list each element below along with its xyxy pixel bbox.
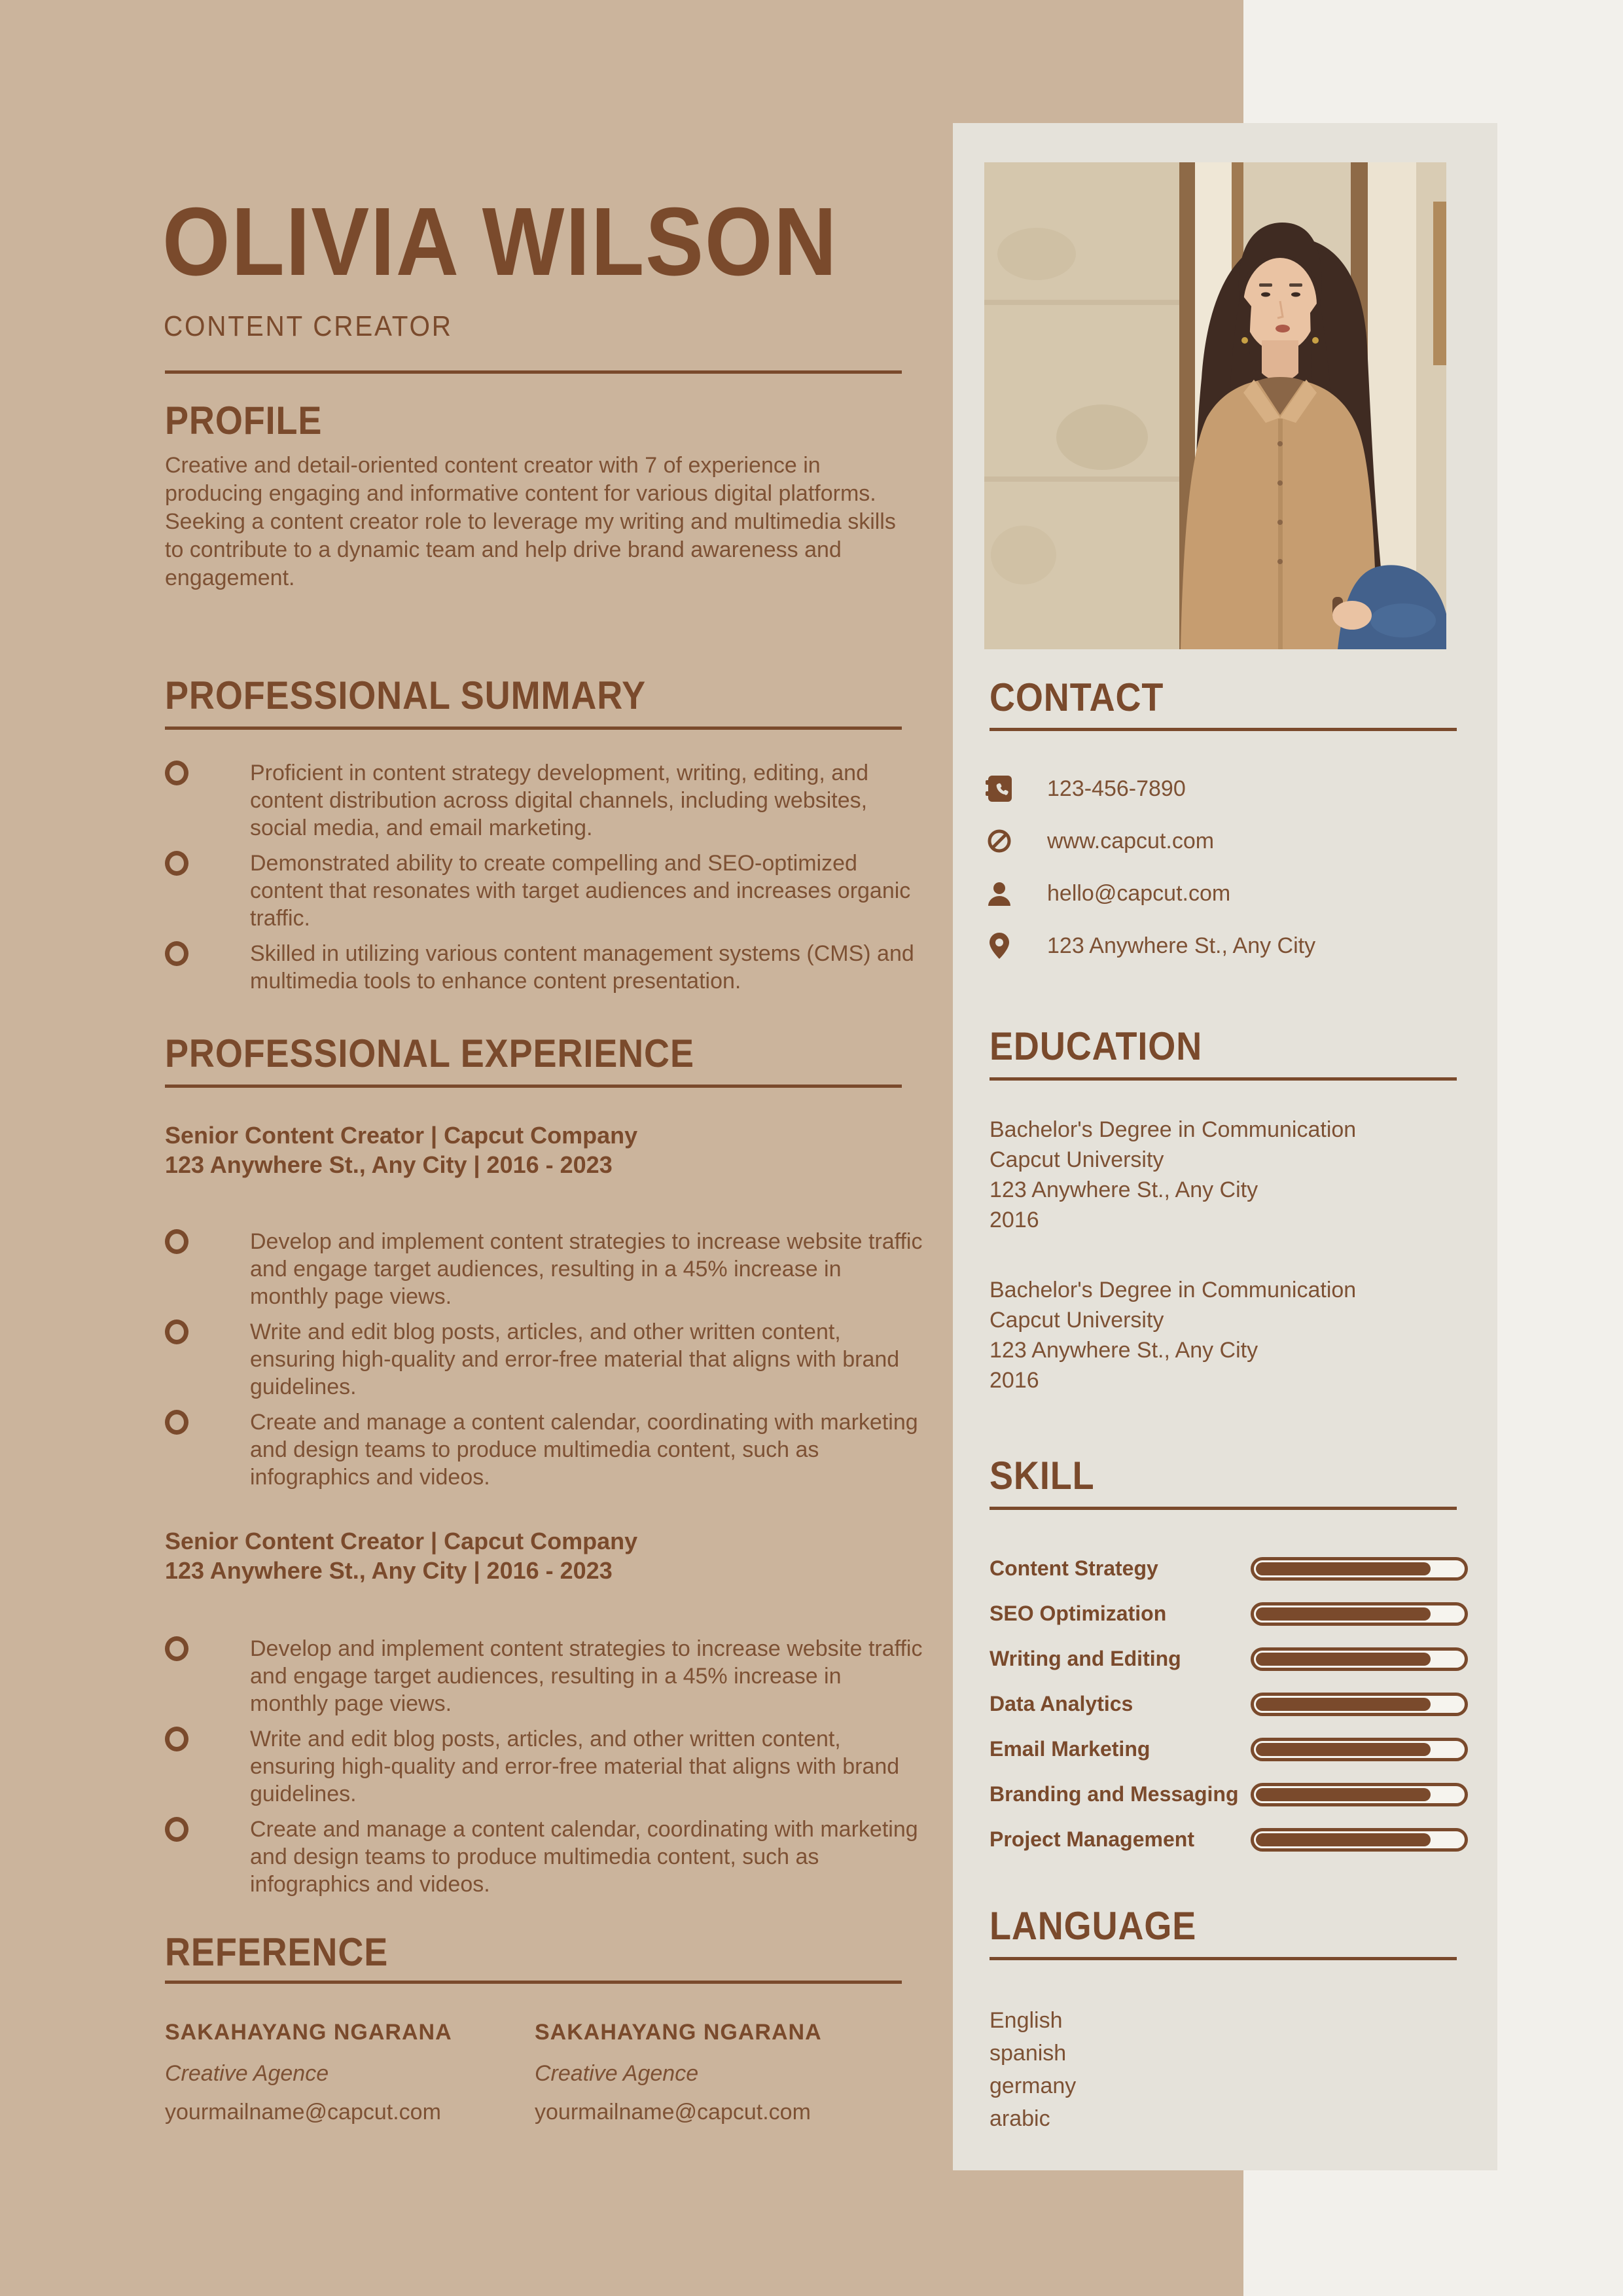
job-title-dates: 123 Anywhere St., Any City | 2016 - 2023 bbox=[165, 1557, 613, 1584]
location-icon bbox=[984, 931, 1014, 961]
list-item bbox=[165, 1228, 927, 1310]
reference-company: Creative Agence bbox=[535, 2061, 699, 2086]
list-item-text: Demonstrated ability to create compelling and SEO-optimized content that resonates with target audiences and increases organic traffic. bbox=[250, 851, 911, 931]
skill-bar bbox=[1251, 1557, 1468, 1581]
reference-name: SAKAHAYANG NGARANA bbox=[165, 2020, 452, 2045]
divider bbox=[165, 726, 902, 730]
skill-label: Data Analytics bbox=[990, 1692, 1133, 1715]
contact-list bbox=[984, 762, 1315, 972]
profile-heading: PROFILE bbox=[165, 399, 323, 442]
skill-label: Project Management bbox=[990, 1827, 1194, 1851]
reference-email: yourmailname@capcut.com bbox=[165, 2100, 441, 2125]
summary-list bbox=[165, 759, 927, 1003]
summary-heading: PROFESSIONAL SUMMARY bbox=[165, 673, 647, 717]
education-school: Capcut University bbox=[990, 1308, 1164, 1333]
skill-label: Branding and Messaging bbox=[990, 1782, 1239, 1806]
job-title bbox=[165, 1121, 637, 1179]
language-item: germany bbox=[990, 2073, 1077, 2098]
contact-row-phone bbox=[984, 762, 1315, 815]
skill-label: Email Marketing bbox=[990, 1737, 1150, 1761]
language-item: English bbox=[990, 2008, 1063, 2033]
contact-row-email bbox=[984, 867, 1315, 920]
job-bullet-list bbox=[165, 1635, 927, 1906]
divider bbox=[990, 1957, 1457, 1960]
skill-row bbox=[990, 1817, 1468, 1862]
job-title bbox=[165, 1526, 637, 1585]
contact-row-website bbox=[984, 815, 1315, 867]
skill-bar-fill bbox=[1256, 1743, 1431, 1756]
profile-text: Creative and detail-oriented content creator with 7 of experience in producing engaging and informative content for various digital platforms. Seeking a content creator role to leverage my writing and multimedia skills to contribute to a dynamic team and help drive brand awareness and engagement. bbox=[165, 453, 896, 590]
contact-row-address bbox=[984, 920, 1315, 972]
education-year: 2016 bbox=[990, 1368, 1039, 1393]
education-degree: Bachelor's Degree in Communication bbox=[990, 1117, 1357, 1142]
skill-row bbox=[990, 1772, 1468, 1817]
skill-row bbox=[990, 1546, 1468, 1591]
list-item bbox=[165, 759, 927, 842]
circle-bullet-icon bbox=[165, 851, 188, 876]
list-item-text: Develop and implement content strategies to increase website traffic and engage target audiences, resulting in a 45% increase in monthly page views. bbox=[250, 1229, 923, 1309]
reference-list bbox=[165, 2020, 904, 2125]
list-item-text: Skilled in utilizing various content management systems (CMS) and multimedia tools to enhance content presentation. bbox=[250, 941, 914, 994]
divider bbox=[165, 370, 902, 374]
skill-heading: SKILL bbox=[990, 1454, 1095, 1498]
skill-list bbox=[990, 1546, 1468, 1862]
list-item-text: Develop and implement content strategies to increase website traffic and engage target audiences, resulting in a 45% increase in monthly page views. bbox=[250, 1636, 923, 1716]
circle-bullet-icon bbox=[165, 1817, 188, 1842]
language-heading: LANGUAGE bbox=[990, 1904, 1197, 1948]
circle-bullet-icon bbox=[165, 1636, 188, 1661]
education-heading: EDUCATION bbox=[990, 1024, 1203, 1068]
list-item-text: Proficient in content strategy development, writing, editing, and content distribution across digital channels, including websites, social media, and email marketing. bbox=[250, 761, 868, 840]
skill-bar bbox=[1251, 1693, 1468, 1716]
skill-row bbox=[990, 1727, 1468, 1772]
list-item bbox=[165, 940, 927, 995]
contact-email: hello@capcut.com bbox=[1047, 880, 1231, 906]
job-title-role: Senior Content Creator | Capcut Company bbox=[165, 1528, 638, 1554]
job-subtitle: CONTENT CREATOR bbox=[164, 310, 453, 342]
contact-website: www.capcut.com bbox=[1047, 828, 1215, 853]
list-item bbox=[165, 1725, 927, 1808]
skill-bar-fill bbox=[1256, 1653, 1431, 1666]
person-icon bbox=[984, 878, 1014, 908]
list-item-text: Create and manage a content calendar, coordinating with marketing and design teams to produce multimedia content, such as infographics and videos. bbox=[250, 1410, 918, 1490]
divider bbox=[165, 1981, 902, 1984]
skill-bar-fill bbox=[1256, 1788, 1431, 1801]
language-list bbox=[990, 2004, 1076, 2135]
divider bbox=[990, 1507, 1457, 1510]
link-icon bbox=[984, 826, 1014, 856]
divider bbox=[990, 1077, 1457, 1081]
reference-email: yourmailname@capcut.com bbox=[535, 2100, 811, 2125]
divider bbox=[990, 728, 1457, 731]
skill-bar bbox=[1251, 1828, 1468, 1852]
education-entry bbox=[990, 1275, 1461, 1395]
job-bullet-list bbox=[165, 1228, 927, 1499]
reference-name: SAKAHAYANG NGARANA bbox=[535, 2020, 822, 2045]
skill-bar-fill bbox=[1256, 1607, 1431, 1621]
reference-entry bbox=[535, 2020, 904, 2125]
skill-bar-fill bbox=[1256, 1698, 1431, 1711]
reference-entry bbox=[165, 2020, 535, 2125]
phone-icon bbox=[984, 774, 1014, 804]
contact-phone: 123-456-7890 bbox=[1047, 776, 1186, 801]
skill-row bbox=[990, 1681, 1468, 1727]
list-item bbox=[165, 1408, 927, 1491]
circle-bullet-icon bbox=[165, 1319, 188, 1344]
list-item bbox=[165, 1816, 927, 1898]
skill-label: Content Strategy bbox=[990, 1556, 1158, 1580]
circle-bullet-icon bbox=[165, 941, 188, 966]
education-degree: Bachelor's Degree in Communication bbox=[990, 1278, 1357, 1302]
education-year: 2016 bbox=[990, 1208, 1039, 1232]
education-address: 123 Anywhere St., Any City bbox=[990, 1338, 1258, 1363]
language-item: spanish bbox=[990, 2041, 1067, 2066]
skill-bar bbox=[1251, 1602, 1468, 1626]
reference-heading: REFERENCE bbox=[165, 1930, 389, 1974]
list-item bbox=[165, 1318, 927, 1401]
circle-bullet-icon bbox=[165, 1410, 188, 1435]
divider bbox=[165, 1085, 902, 1088]
skill-row bbox=[990, 1636, 1468, 1681]
list-item-text: Write and edit blog posts, articles, and other written content, ensuring high-quality and error-free material that aligns with brand guidelines. bbox=[250, 1727, 900, 1806]
skill-row bbox=[990, 1591, 1468, 1636]
circle-bullet-icon bbox=[165, 761, 188, 785]
page-title: OLIVIA WILSON bbox=[162, 188, 838, 296]
skill-bar-fill bbox=[1256, 1562, 1431, 1575]
job-title-dates: 123 Anywhere St., Any City | 2016 - 2023 bbox=[165, 1151, 613, 1178]
experience-heading: PROFESSIONAL EXPERIENCE bbox=[165, 1031, 694, 1075]
list-item-text: Create and manage a content calendar, coordinating with marketing and design teams to produce multimedia content, such as infographics and videos. bbox=[250, 1817, 918, 1897]
skill-bar bbox=[1251, 1647, 1468, 1671]
skill-bar bbox=[1251, 1738, 1468, 1761]
job-title-role: Senior Content Creator | Capcut Company bbox=[165, 1122, 638, 1149]
skill-label: Writing and Editing bbox=[990, 1647, 1181, 1670]
education-school: Capcut University bbox=[990, 1147, 1164, 1172]
skill-bar bbox=[1251, 1783, 1468, 1806]
education-entry bbox=[990, 1115, 1461, 1235]
skill-label: SEO Optimization bbox=[990, 1602, 1167, 1625]
contact-heading: CONTACT bbox=[990, 675, 1164, 719]
list-item bbox=[165, 850, 927, 932]
list-item bbox=[165, 1635, 927, 1717]
contact-address: 123 Anywhere St., Any City bbox=[1047, 933, 1316, 958]
skill-bar-fill bbox=[1256, 1833, 1431, 1846]
language-item: arabic bbox=[990, 2106, 1050, 2131]
circle-bullet-icon bbox=[165, 1229, 188, 1254]
profile-photo bbox=[984, 162, 1446, 649]
reference-company: Creative Agence bbox=[165, 2061, 329, 2086]
list-item-text: Write and edit blog posts, articles, and other written content, ensuring high-quality and error-free material that aligns with brand guidelines. bbox=[250, 1319, 900, 1399]
education-address: 123 Anywhere St., Any City bbox=[990, 1177, 1258, 1202]
circle-bullet-icon bbox=[165, 1727, 188, 1751]
